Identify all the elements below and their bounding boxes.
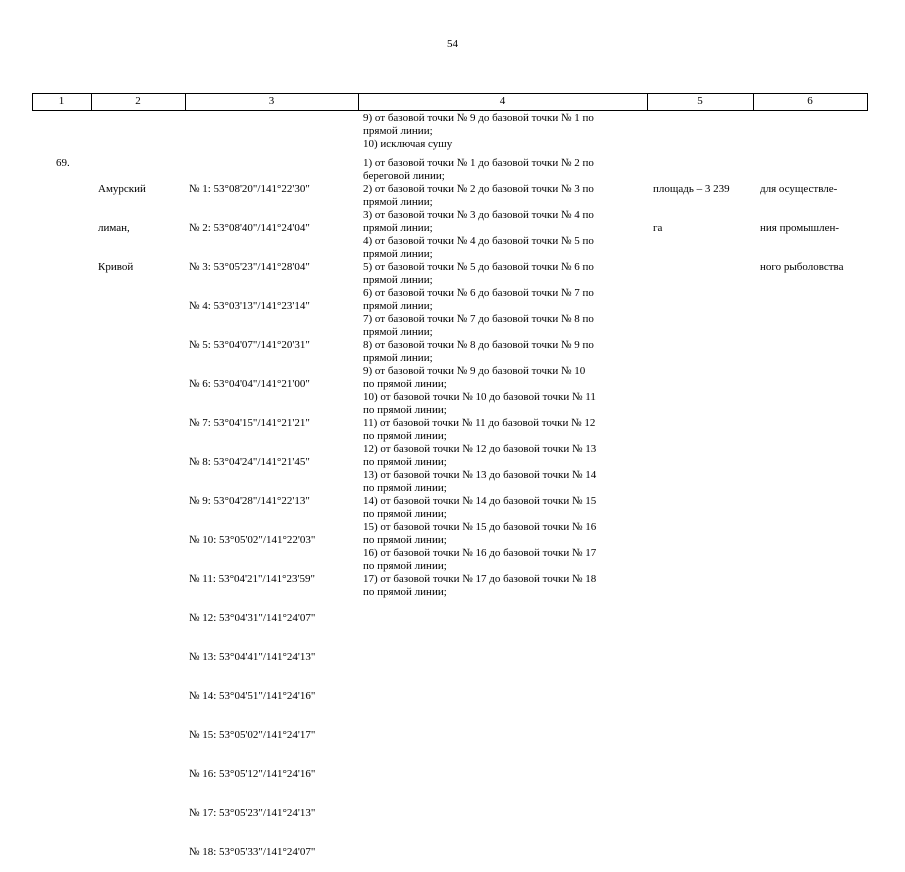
- area-value: [653, 157, 730, 248]
- row-number: 69.: [56, 157, 70, 169]
- boundary-item: 16) от базовой точки № 16 до базовой точки № 17 по прямой линии;: [363, 547, 597, 572]
- header-cell-2: 2: [135, 95, 141, 107]
- coordinate-item: № 5: 53°04'07"/141°20'31": [189, 339, 310, 351]
- coordinate-item: № 2: 53°08'40"/141°24'04": [189, 222, 310, 234]
- boundary-description: [363, 157, 596, 599]
- purpose-line: ния промышлен-: [760, 222, 840, 234]
- coordinate-item: № 15: 53°05'02"/141°24'17": [189, 729, 316, 741]
- coordinate-item: № 4: 53°03'13"/141°23'14": [189, 300, 310, 312]
- boundary-item: 13) от базовой точки № 13 до базовой точки № 14 по прямой линии;: [363, 469, 597, 494]
- coordinate-item: № 12: 53°04'31"/141°24'07": [189, 612, 316, 624]
- continuation-line: 10) исключая сушу: [363, 138, 453, 150]
- boundary-item: 12) от базовой точки № 12 до базовой точки № 13 по прямой линии;: [363, 443, 597, 468]
- water-body-name-line: Амурский: [98, 183, 146, 195]
- boundary-item: 7) от базовой точки № 7 до базовой точки № 8 по прямой линии;: [363, 313, 594, 338]
- continuation-line: прямой линии;: [363, 125, 433, 137]
- coordinate-item: № 18: 53°05'33"/141°24'07": [189, 846, 316, 858]
- coordinate-item: № 7: 53°04'15"/141°21'21": [189, 417, 310, 429]
- header-top-border: [32, 93, 868, 94]
- coordinate-item: № 9: 53°04'28"/141°22'13": [189, 495, 310, 507]
- purpose-line: ного рыболовства: [760, 261, 844, 273]
- coordinate-item: № 13: 53°04'41"/141°24'13": [189, 651, 316, 663]
- header-cell-5: 5: [697, 95, 703, 107]
- boundary-item: 11) от базовой точки № 11 до базовой точки № 12 по прямой линии;: [363, 417, 596, 442]
- header-cell-4: 4: [499, 95, 506, 107]
- boundary-item: 4) от базовой точки № 4 до базовой точки № 5 по прямой линии;: [363, 235, 594, 260]
- coordinate-item: № 3: 53°05'23"/141°28'04": [189, 261, 310, 273]
- coordinate-item: № 16: 53°05'12"/141°24'16": [189, 768, 316, 780]
- coordinate-item: № 8: 53°04'24"/141°21'45": [189, 456, 310, 468]
- coordinate-item: № 17: 53°05'23"/141°24'13": [189, 807, 316, 819]
- boundary-item: 1) от базовой точки № 1 до базовой точки № 2 по береговой линии;: [363, 157, 594, 182]
- boundary-item: 15) от базовой точки № 15 до базовой точки № 16 по прямой линии;: [363, 521, 597, 546]
- boundary-item: 10) от базовой точки № 10 до базовой точки № 11 по прямой линии;: [363, 391, 596, 416]
- area-line: га: [653, 222, 663, 234]
- area-line: площадь – 3 239: [653, 183, 730, 195]
- continuation-text: [363, 112, 594, 151]
- boundary-item: 3) от базовой точки № 3 до базовой точки № 4 по прямой линии;: [363, 209, 594, 234]
- water-body-name: [98, 157, 146, 287]
- page-number: 54: [447, 38, 458, 50]
- coordinate-item: № 14: 53°04'51"/141°24'16": [189, 690, 316, 702]
- table-header: [32, 93, 868, 111]
- boundary-item: 17) от базовой точки № 17 до базовой точки № 18 по прямой линии;: [363, 573, 597, 598]
- boundary-item: 6) от базовой точки № 6 до базовой точки № 7 по прямой линии;: [363, 287, 594, 312]
- header-divider: [867, 93, 868, 111]
- boundary-item: 5) от базовой точки № 5 до базовой точки № 6 по прямой линии;: [363, 261, 594, 286]
- boundary-item: 2) от базовой точки № 2 до базовой точки № 3 по прямой линии;: [363, 183, 594, 208]
- continuation-line: 9) от базовой точки № 9 до базовой точки № 1 по: [363, 112, 594, 124]
- header-cell-3: 3: [268, 95, 275, 107]
- header-bottom-border: [32, 110, 868, 111]
- coordinate-item: № 1: 53°08'20"/141°22'30": [189, 183, 310, 195]
- boundary-item: 14) от базовой точки № 14 до базовой точки № 15 по прямой линии;: [363, 495, 597, 520]
- water-body-name-line: Кривой: [98, 261, 134, 273]
- header-cell-6: 6: [807, 95, 813, 107]
- boundary-item: 8) от базовой точки № 8 до базовой точки № 9 по прямой линии;: [363, 339, 594, 364]
- boundary-item: 9) от базовой точки № 9 до базовой точки № 10 по прямой линии;: [363, 365, 586, 390]
- coordinates-list: [189, 157, 315, 872]
- water-body-name-line: лиман,: [98, 222, 130, 234]
- coordinate-item: № 11: 53°04'21"/141°23'59": [189, 573, 315, 585]
- coordinate-item: № 10: 53°05'02"/141°22'03": [189, 534, 316, 546]
- purpose-text: [760, 157, 843, 287]
- coordinate-item: № 6: 53°04'04"/141°21'00": [189, 378, 310, 390]
- purpose-line: для осуществле-: [760, 183, 838, 195]
- header-cell-1: 1: [58, 95, 65, 107]
